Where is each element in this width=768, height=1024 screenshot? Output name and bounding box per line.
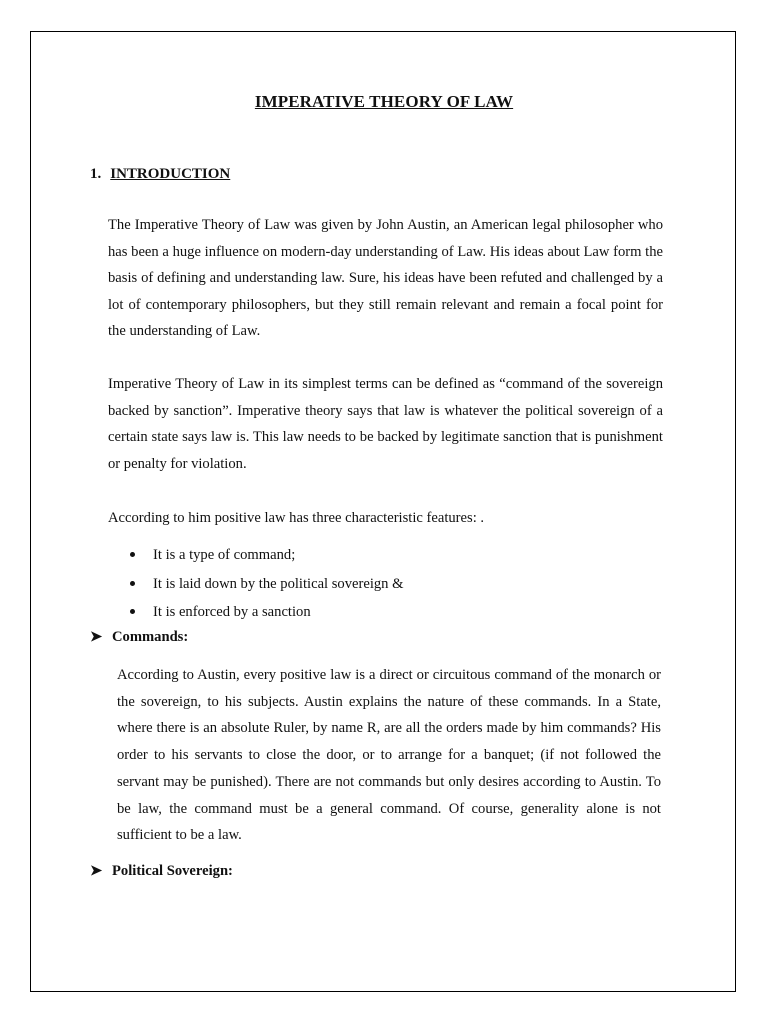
subsection-heading-commands bbox=[90, 628, 188, 646]
paragraph-intro: The Imperative Theory of Law was given by John Austin, an American legal philosopher who has been a huge influence on modern-day understanding of Law. His ideas about Law form the basis of defining and understanding law. Sure, his ideas have been refuted and challenged by a lot of contemporary philosophers, but they still remain relevant and remain a focal point for the understanding of Law. bbox=[108, 217, 663, 339]
list-item bbox=[128, 570, 403, 599]
list-item-text: It is enforced by a sanction bbox=[153, 604, 311, 620]
section-number: 1. bbox=[90, 166, 102, 182]
section-heading-introduction bbox=[90, 166, 230, 183]
section-label: INTRODUCTION bbox=[110, 166, 231, 182]
subsection-heading-label: Commands: bbox=[112, 629, 189, 645]
paragraph-commands: According to Austin, every positive law is a direct or circuitous command of the monarch or the sovereign, to his subjects. Austin explains the nature of these commands. In a State, where there is an absolute Ruler, by name R, are all the orders made by him commands? His order to his servants to close the door, or to arrange for a banquet; (if not followed the servant may be punished). There are not commands but only desires according to Austin. To be law, the command must be a general command. Of course, generality alone is not sufficient to be a law. bbox=[117, 667, 661, 844]
list-item-text: It is laid down by the political sovereign & bbox=[153, 575, 404, 592]
document-title: IMPERATIVE THEORY OF LAW bbox=[254, 92, 514, 111]
bullet-icon bbox=[130, 552, 135, 557]
list-item bbox=[128, 598, 403, 627]
list-item-text: It is a type of command; bbox=[153, 547, 296, 563]
paragraph-features-lead: According to him positive law has three characteristic features: . bbox=[108, 510, 485, 526]
subsection-heading-label: Political Sovereign: bbox=[112, 863, 233, 879]
paragraph-definition: Imperative Theory of Law in its simplest terms can be defined as “command of the sovereign backed by sanction”. Imperative theory says that law is whatever the political sovereign of a certain state says law is. This law needs to be backed by legitimate sanction that is punishment or penalty for violation. bbox=[108, 376, 663, 472]
list-item bbox=[128, 541, 403, 570]
arrow-bullet-icon: ➤ bbox=[90, 863, 103, 879]
features-list bbox=[128, 541, 403, 627]
bullet-icon bbox=[130, 581, 135, 586]
bullet-icon bbox=[130, 609, 135, 614]
subsection-heading-political-sovereign bbox=[90, 862, 233, 880]
arrow-bullet-icon: ➤ bbox=[90, 629, 103, 645]
